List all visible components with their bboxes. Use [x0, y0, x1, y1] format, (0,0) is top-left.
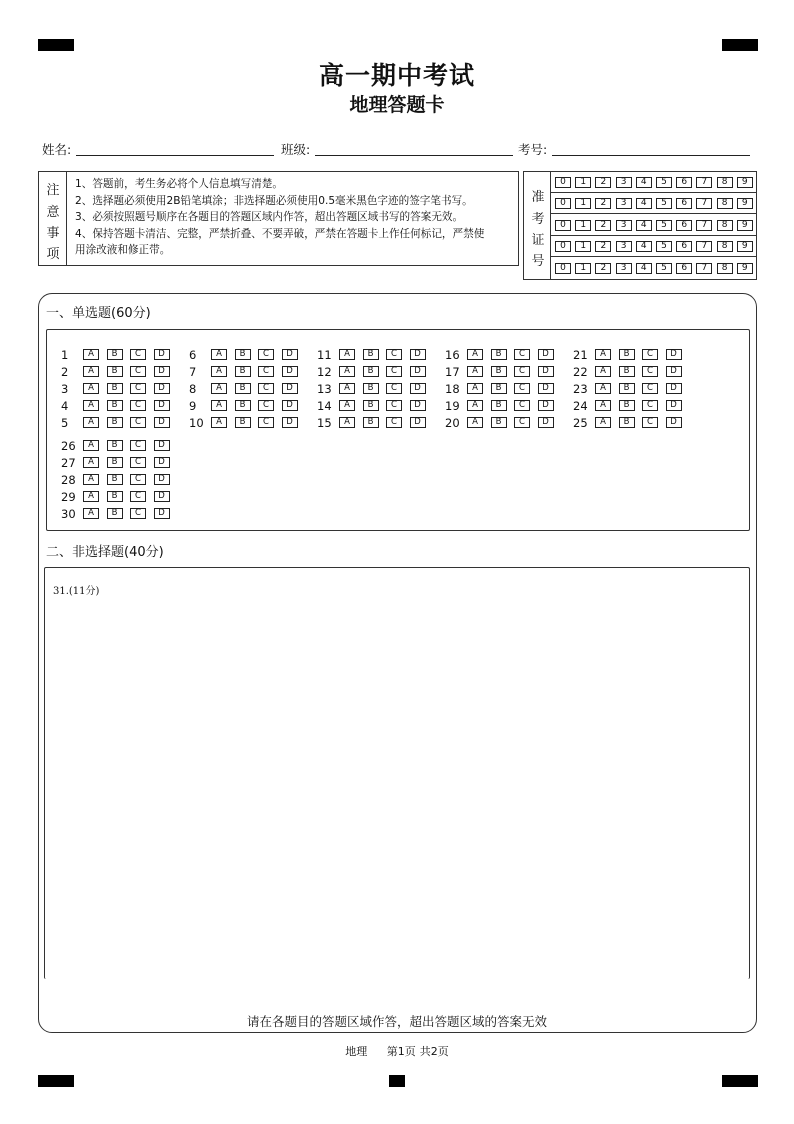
notice-heading-char: 注 — [46, 183, 60, 198]
question-row — [445, 365, 565, 379]
question-number: 19 — [445, 399, 460, 413]
exam-no-label: 考号: — [518, 142, 548, 157]
option-bubble-d[interactable]: D — [154, 440, 170, 451]
option-bubble-c[interactable]: C — [642, 383, 658, 394]
exam-id-digit-bubble[interactable]: 5 — [656, 220, 672, 231]
exam-id-digit-bubble[interactable]: 7 — [696, 220, 712, 231]
question-row — [573, 399, 693, 413]
notice-line: 4、保持答题卡清洁、完整，严禁折叠、不要弄破，严禁在答题卡上作任何标记，严禁使 — [75, 227, 485, 240]
exam-id-digit-bubble[interactable]: 9 — [737, 198, 753, 209]
question-row — [445, 416, 565, 430]
exam-id-digit-bubble[interactable]: 2 — [595, 263, 611, 274]
option-bubble-d[interactable]: D — [154, 457, 170, 468]
question-number: 22 — [573, 365, 588, 379]
option-bubble-a[interactable]: A — [467, 417, 483, 428]
exam-id-digit-bubble[interactable]: 7 — [696, 177, 712, 188]
question-number: 12 — [317, 365, 332, 379]
question-row — [573, 365, 693, 379]
question-row — [317, 382, 437, 396]
option-bubble-d[interactable]: D — [538, 383, 554, 394]
option-bubble-c[interactable]: C — [130, 366, 146, 377]
exam-id-digit-bubble[interactable]: 8 — [717, 198, 733, 209]
section1-title: 一、单选题(60分) — [46, 306, 151, 321]
option-bubble-d[interactable]: D — [410, 383, 426, 394]
option-bubble-d[interactable]: D — [410, 400, 426, 411]
question-number: 7 — [189, 365, 197, 379]
question-row — [61, 382, 181, 396]
option-bubble-d[interactable]: D — [154, 474, 170, 485]
option-bubble-d[interactable]: D — [282, 417, 298, 428]
option-bubble-c[interactable]: C — [130, 508, 146, 519]
question-row — [317, 365, 437, 379]
exam-id-digit-bubble[interactable]: 5 — [656, 241, 672, 252]
question-row — [61, 473, 181, 487]
question-row — [445, 348, 565, 362]
option-bubble-c[interactable]: C — [130, 491, 146, 502]
option-bubble-a[interactable]: A — [83, 474, 99, 485]
question-number: 30 — [61, 507, 76, 521]
option-bubble-d[interactable]: D — [666, 400, 682, 411]
option-bubble-d[interactable]: D — [666, 383, 682, 394]
option-bubble-c[interactable]: C — [130, 400, 146, 411]
exam-id-digit-bubble[interactable]: 1 — [575, 241, 591, 252]
exam-id-digit-bubble[interactable]: 4 — [636, 198, 652, 209]
question-number: 28 — [61, 473, 76, 487]
exam-id-digit-bubble[interactable]: 5 — [656, 177, 672, 188]
option-bubble-b[interactable]: B — [363, 383, 379, 394]
exam-id-digit-bubble[interactable]: 0 — [555, 241, 571, 252]
option-bubble-c[interactable]: C — [642, 400, 658, 411]
question-row — [61, 439, 181, 453]
option-bubble-d[interactable]: D — [666, 349, 682, 360]
option-bubble-a[interactable]: A — [595, 417, 611, 428]
footer-note: 请在各题目的答题区域作答，超出答题区域的答案无效 — [246, 1014, 547, 1029]
section2-title: 二、非选择题(40分) — [46, 545, 164, 560]
option-bubble-a[interactable]: A — [211, 383, 227, 394]
question-number: 18 — [445, 382, 460, 396]
exam-id-digit-bubble[interactable]: 8 — [717, 220, 733, 231]
question-number: 17 — [445, 365, 460, 379]
exam-id-digit-bubble[interactable]: 6 — [676, 241, 692, 252]
option-bubble-d[interactable]: D — [410, 349, 426, 360]
question-row — [189, 399, 309, 413]
exam-id-digit-row — [551, 236, 757, 257]
footer-subject: 地理 — [345, 1045, 368, 1058]
exam-id-digit-bubble[interactable]: 8 — [717, 263, 733, 274]
option-bubble-b[interactable]: B — [363, 349, 379, 360]
page-footer — [0, 1043, 794, 1059]
question-number: 11 — [317, 348, 332, 362]
option-bubble-b[interactable]: B — [235, 400, 251, 411]
option-bubble-b[interactable]: B — [107, 417, 123, 428]
option-bubble-d[interactable]: D — [538, 417, 554, 428]
exam-id-digit-bubble[interactable]: 0 — [555, 177, 571, 188]
option-bubble-d[interactable]: D — [538, 400, 554, 411]
question-number: 16 — [445, 348, 460, 362]
option-bubble-c[interactable]: C — [642, 349, 658, 360]
exam-id-digit-bubble[interactable]: 3 — [616, 263, 632, 274]
option-bubble-a[interactable]: A — [339, 417, 355, 428]
class-label: 班级: — [281, 142, 311, 157]
option-bubble-b[interactable]: B — [107, 508, 123, 519]
option-bubble-b[interactable]: B — [235, 349, 251, 360]
option-bubble-b[interactable]: B — [619, 366, 635, 377]
exam-id-heading-char: 证 — [531, 233, 545, 248]
exam-id-digit-bubble[interactable]: 2 — [595, 198, 611, 209]
option-bubble-a[interactable]: A — [83, 383, 99, 394]
option-bubble-b[interactable]: B — [619, 417, 635, 428]
exam-id-digit-bubble[interactable]: 8 — [717, 177, 733, 188]
option-bubble-d[interactable]: D — [282, 400, 298, 411]
question-number: 1 — [61, 348, 69, 362]
exam-id-digit-bubble[interactable]: 3 — [616, 241, 632, 252]
exam-id-digit-bubble[interactable]: 4 — [636, 263, 652, 274]
question-number: 24 — [573, 399, 588, 413]
name-field[interactable] — [76, 155, 274, 156]
option-bubble-d[interactable]: D — [666, 366, 682, 377]
notice-line: 1、答题前，考生务必将个人信息填写清楚。 — [75, 178, 284, 190]
question-row — [445, 382, 565, 396]
exam-id-heading-char: 考 — [531, 212, 545, 227]
notice-heading — [39, 172, 67, 265]
option-bubble-b[interactable]: B — [619, 400, 635, 411]
exam-id-digit-bubble[interactable]: 0 — [555, 263, 571, 274]
exam-id-digit-bubble[interactable]: 1 — [575, 220, 591, 231]
alignment-marker-top-left — [38, 39, 74, 51]
alignment-marker-bottom-right — [722, 1075, 758, 1087]
option-bubble-c[interactable]: C — [130, 474, 146, 485]
notice-line: 用涂改液和修正带。 — [75, 244, 171, 256]
exam-id-digit-bubble[interactable]: 9 — [737, 263, 753, 274]
question-number: 5 — [61, 416, 69, 430]
option-bubble-d[interactable]: D — [282, 383, 298, 394]
option-bubble-d[interactable]: D — [410, 366, 426, 377]
exam-id-heading — [524, 172, 551, 279]
question-row — [317, 416, 437, 430]
option-bubble-b[interactable]: B — [363, 417, 379, 428]
option-bubble-b[interactable]: B — [235, 417, 251, 428]
exam-id-digit-bubble[interactable]: 7 — [696, 198, 712, 209]
option-bubble-b[interactable]: B — [491, 383, 507, 394]
question-number: 3 — [61, 382, 69, 396]
option-bubble-a[interactable]: A — [339, 383, 355, 394]
option-bubble-b[interactable]: B — [363, 400, 379, 411]
exam-id-digit-bubble[interactable]: 4 — [636, 241, 652, 252]
option-bubble-a[interactable]: A — [211, 366, 227, 377]
option-bubble-a[interactable]: A — [83, 417, 99, 428]
notice-box — [38, 171, 519, 266]
option-bubble-d[interactable]: D — [154, 383, 170, 394]
page-subtitle: 地理答题卡 — [349, 94, 445, 116]
option-bubble-b[interactable]: B — [107, 366, 123, 377]
question-31-answer-area[interactable] — [44, 567, 750, 979]
footer-page: 第1页 — [386, 1045, 416, 1058]
option-bubble-c[interactable]: C — [386, 417, 402, 428]
exam-id-digit-bubble[interactable]: 9 — [737, 177, 753, 188]
option-bubble-d[interactable]: D — [154, 491, 170, 502]
exam-id-digit-bubble[interactable]: 9 — [737, 220, 753, 231]
question-row — [61, 490, 181, 504]
option-bubble-a[interactable]: A — [83, 508, 99, 519]
option-bubble-a[interactable]: A — [83, 440, 99, 451]
exam-id-digit-bubble[interactable]: 5 — [656, 198, 672, 209]
option-bubble-a[interactable]: A — [467, 400, 483, 411]
question-row — [61, 416, 181, 430]
option-bubble-b[interactable]: B — [107, 400, 123, 411]
question-row — [573, 416, 693, 430]
option-bubble-a[interactable]: A — [83, 400, 99, 411]
option-bubble-c[interactable]: C — [130, 383, 146, 394]
option-bubble-c[interactable]: C — [258, 366, 274, 377]
question-row — [61, 348, 181, 362]
exam-id-digit-bubble[interactable]: 2 — [595, 177, 611, 188]
question-row — [573, 382, 693, 396]
option-bubble-a[interactable]: A — [339, 400, 355, 411]
option-bubble-b[interactable]: B — [619, 383, 635, 394]
exam-id-heading-char: 准 — [531, 190, 545, 205]
option-bubble-a[interactable]: A — [211, 400, 227, 411]
option-bubble-a[interactable]: A — [595, 400, 611, 411]
question-number: 14 — [317, 399, 332, 413]
option-bubble-d[interactable]: D — [538, 366, 554, 377]
option-bubble-c[interactable]: C — [386, 383, 402, 394]
exam-id-digit-row — [551, 258, 757, 279]
option-bubble-d[interactable]: D — [154, 417, 170, 428]
question-number: 13 — [317, 382, 332, 396]
page-title: 高一期中考试 — [318, 61, 475, 90]
option-bubble-d[interactable]: D — [282, 366, 298, 377]
notice-heading-char: 项 — [46, 247, 60, 262]
option-bubble-b[interactable]: B — [235, 366, 251, 377]
question-row — [61, 365, 181, 379]
question-number: 15 — [317, 416, 332, 430]
option-bubble-d[interactable]: D — [154, 366, 170, 377]
option-bubble-c[interactable]: C — [642, 366, 658, 377]
option-bubble-b[interactable]: B — [491, 366, 507, 377]
exam-id-digit-bubble[interactable]: 4 — [636, 177, 652, 188]
option-bubble-a[interactable]: A — [211, 417, 227, 428]
exam-id-digit-bubble[interactable]: 7 — [696, 263, 712, 274]
option-bubble-a[interactable]: A — [83, 349, 99, 360]
option-bubble-b[interactable]: B — [491, 400, 507, 411]
question-row — [61, 456, 181, 470]
option-bubble-c[interactable]: C — [514, 417, 530, 428]
option-bubble-c[interactable]: C — [514, 366, 530, 377]
alignment-marker-bottom-left — [38, 1075, 74, 1087]
option-bubble-a[interactable]: A — [83, 366, 99, 377]
exam-id-digit-bubble[interactable]: 3 — [616, 198, 632, 209]
option-bubble-a[interactable]: A — [595, 366, 611, 377]
option-bubble-c[interactable]: C — [386, 366, 402, 377]
notice-heading-char: 意 — [46, 205, 60, 220]
notice-heading-char: 事 — [46, 226, 60, 241]
exam-id-digit-bubble[interactable]: 5 — [656, 263, 672, 274]
question-number: 6 — [189, 348, 197, 362]
option-bubble-c[interactable]: C — [130, 440, 146, 451]
question-number: 8 — [189, 382, 197, 396]
question-row — [189, 416, 309, 430]
option-bubble-a[interactable]: A — [339, 349, 355, 360]
option-bubble-a[interactable]: A — [467, 366, 483, 377]
question-number: 21 — [573, 348, 588, 362]
option-bubble-a[interactable]: A — [467, 383, 483, 394]
question-row — [317, 348, 437, 362]
option-bubble-c[interactable]: C — [130, 349, 146, 360]
option-bubble-c[interactable]: C — [514, 383, 530, 394]
exam-id-digit-bubble[interactable]: 2 — [595, 241, 611, 252]
class-field[interactable] — [315, 155, 513, 156]
option-bubble-c[interactable]: C — [258, 383, 274, 394]
option-bubble-b[interactable]: B — [107, 349, 123, 360]
option-bubble-d[interactable]: D — [154, 508, 170, 519]
option-bubble-b[interactable]: B — [107, 383, 123, 394]
option-bubble-b[interactable]: B — [619, 349, 635, 360]
option-bubble-b[interactable]: B — [107, 457, 123, 468]
option-bubble-d[interactable]: D — [282, 349, 298, 360]
option-bubble-c[interactable]: C — [642, 417, 658, 428]
exam-id-digit-row — [551, 193, 757, 214]
option-bubble-a[interactable]: A — [467, 349, 483, 360]
exam-no-field[interactable] — [552, 155, 750, 156]
question-number: 9 — [189, 399, 197, 413]
option-bubble-a[interactable]: A — [211, 349, 227, 360]
question-number: 25 — [573, 416, 588, 430]
notice-line: 2、选择题必须使用2B铅笔填涂；非选择题必须使用0.5毫米黑色字迹的签字笔书写。 — [75, 194, 473, 207]
exam-id-heading-char: 号 — [531, 254, 545, 269]
question-row — [61, 399, 181, 413]
question-number: 29 — [61, 490, 76, 504]
question-number: 4 — [61, 399, 69, 413]
option-bubble-c[interactable]: C — [258, 417, 274, 428]
exam-id-digit-bubble[interactable]: 6 — [676, 263, 692, 274]
option-bubble-c[interactable]: C — [386, 349, 402, 360]
question-number: 10 — [189, 416, 204, 430]
exam-id-digit-bubble[interactable]: 1 — [575, 198, 591, 209]
option-bubble-d[interactable]: D — [154, 400, 170, 411]
exam-id-digit-row — [551, 172, 757, 193]
exam-id-digit-bubble[interactable]: 4 — [636, 220, 652, 231]
exam-id-digit-bubble[interactable]: 3 — [616, 220, 632, 231]
exam-id-digit-bubble[interactable]: 6 — [676, 220, 692, 231]
exam-id-digit-bubble[interactable]: 6 — [676, 177, 692, 188]
option-bubble-d[interactable]: D — [410, 417, 426, 428]
option-bubble-a[interactable]: A — [83, 457, 99, 468]
option-bubble-d[interactable]: D — [154, 349, 170, 360]
question-row — [573, 348, 693, 362]
option-bubble-b[interactable]: B — [107, 440, 123, 451]
exam-id-digit-bubble[interactable]: 1 — [575, 263, 591, 274]
exam-id-digit-bubble[interactable]: 0 — [555, 220, 571, 231]
option-bubble-c[interactable]: C — [514, 349, 530, 360]
option-bubble-b[interactable]: B — [107, 474, 123, 485]
notice-text — [75, 176, 515, 259]
question-row — [445, 399, 565, 413]
student-info-row — [38, 139, 750, 157]
option-bubble-a[interactable]: A — [339, 366, 355, 377]
question-number: 23 — [573, 382, 588, 396]
footer-total: 共2页 — [419, 1045, 449, 1058]
multiple-choice-box — [46, 329, 750, 531]
option-bubble-b[interactable]: B — [491, 349, 507, 360]
option-bubble-c[interactable]: C — [130, 457, 146, 468]
question-row — [61, 507, 181, 521]
option-bubble-c[interactable]: C — [130, 417, 146, 428]
exam-id-digit-bubble[interactable]: 8 — [717, 241, 733, 252]
question-row — [189, 382, 309, 396]
exam-id-digit-bubble[interactable]: 3 — [616, 177, 632, 188]
option-bubble-c[interactable]: C — [514, 400, 530, 411]
option-bubble-a[interactable]: A — [595, 349, 611, 360]
question-row — [317, 399, 437, 413]
option-bubble-b[interactable]: B — [235, 383, 251, 394]
option-bubble-c[interactable]: C — [386, 400, 402, 411]
question-row — [189, 365, 309, 379]
option-bubble-b[interactable]: B — [363, 366, 379, 377]
option-bubble-c[interactable]: C — [258, 349, 274, 360]
option-bubble-b[interactable]: B — [107, 491, 123, 502]
question-row — [189, 348, 309, 362]
exam-id-digit-row — [551, 215, 757, 236]
exam-id-digit-bubble[interactable]: 0 — [555, 198, 571, 209]
exam-id-digit-bubble[interactable]: 6 — [676, 198, 692, 209]
question-number: 2 — [61, 365, 69, 379]
option-bubble-d[interactable]: D — [666, 417, 682, 428]
option-bubble-a[interactable]: A — [83, 491, 99, 502]
alignment-marker-top-right — [722, 39, 758, 51]
question-31-label: 31.(11分) — [53, 586, 100, 597]
question-number: 20 — [445, 416, 460, 430]
option-bubble-d[interactable]: D — [538, 349, 554, 360]
question-number: 27 — [61, 456, 76, 470]
notice-line: 3、必须按照题号顺序在各题目的答题区域内作答，超出答题区域书写的答案无效。 — [75, 211, 464, 223]
option-bubble-b[interactable]: B — [491, 417, 507, 428]
option-bubble-a[interactable]: A — [595, 383, 611, 394]
exam-id-digit-bubble[interactable]: 9 — [737, 241, 753, 252]
exam-id-digit-bubble[interactable]: 2 — [595, 220, 611, 231]
exam-id-digit-bubble[interactable]: 1 — [575, 177, 591, 188]
question-number: 26 — [61, 439, 76, 453]
exam-id-box — [523, 171, 757, 280]
exam-id-digit-bubble[interactable]: 7 — [696, 241, 712, 252]
alignment-marker-bottom-center — [389, 1075, 405, 1087]
name-label: 姓名: — [42, 142, 72, 157]
option-bubble-c[interactable]: C — [258, 400, 274, 411]
